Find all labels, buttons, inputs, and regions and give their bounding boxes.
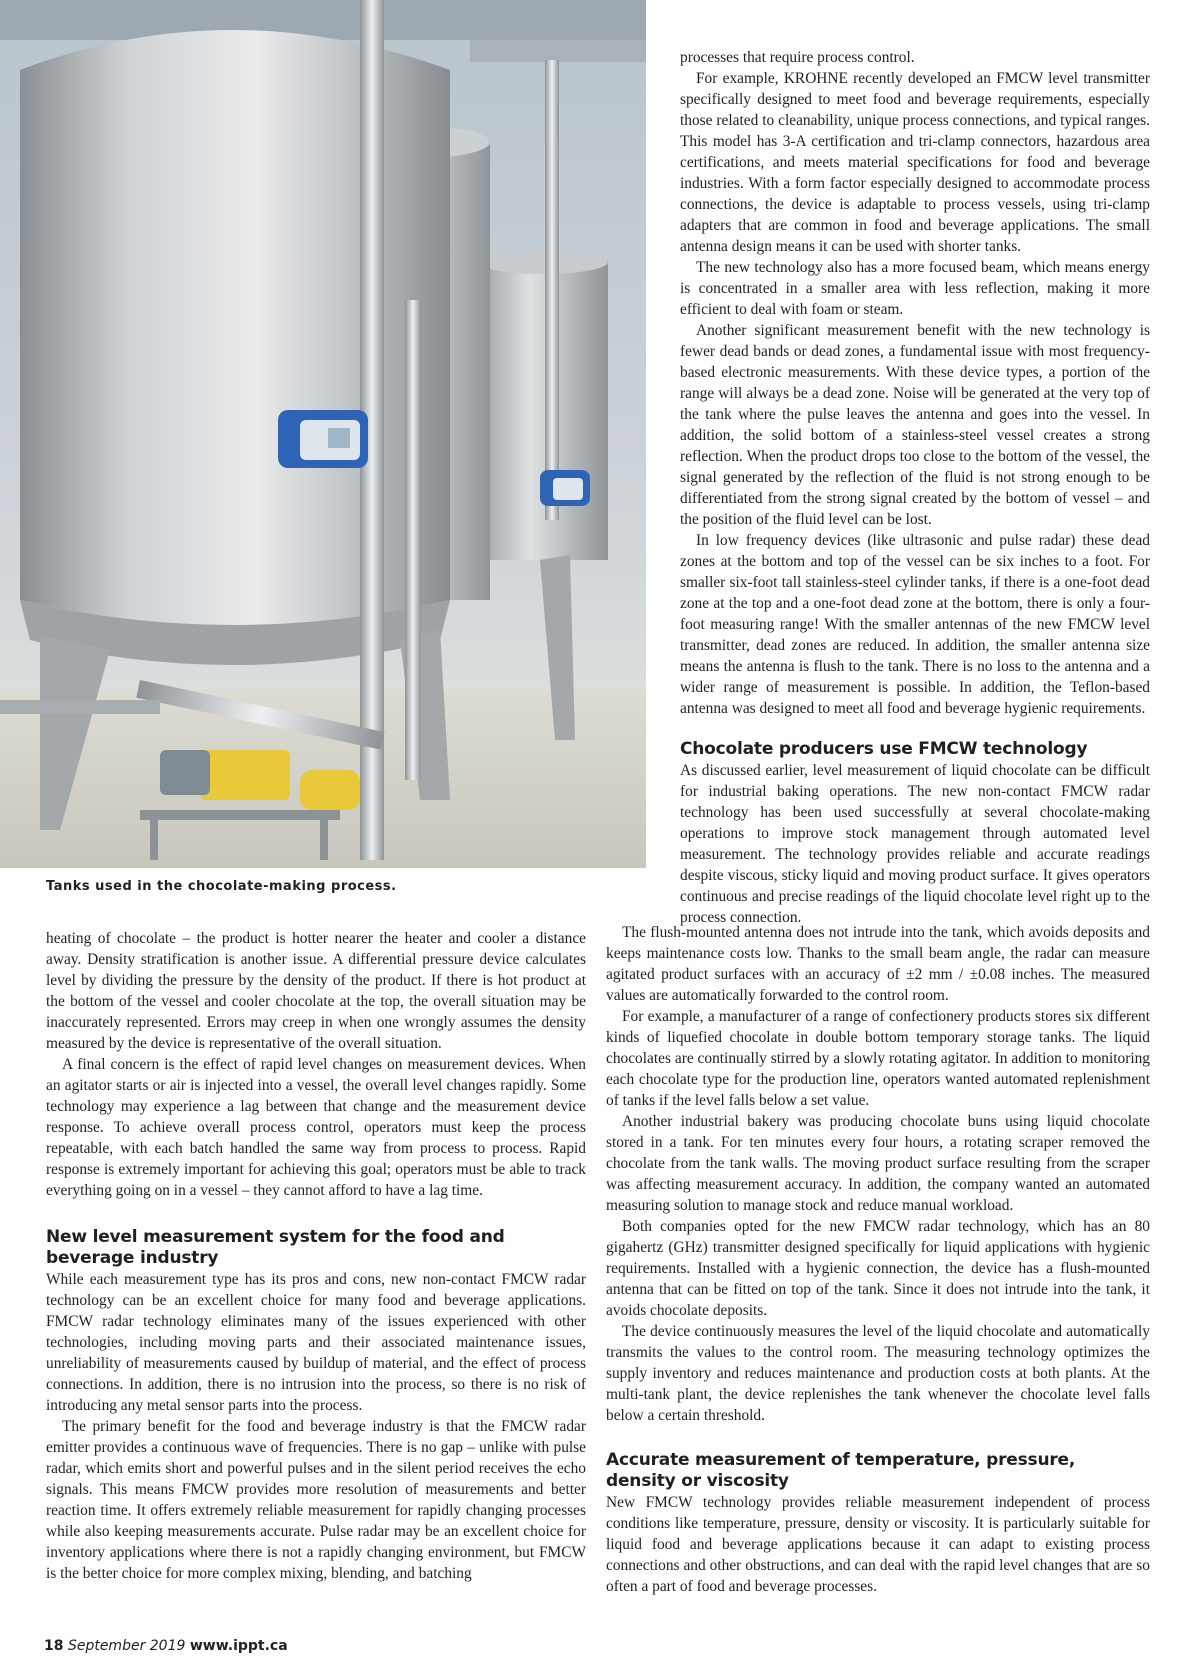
section-heading: Accurate measurement of temperature, pressure, density or viscosity — [606, 1450, 1076, 1491]
paragraph: While each measurement type has its pros and cons, new non-contact FMCW radar technology can be an excellent choice for many food and beverage applications. FMCW radar technology eliminates many of the issues experienced with other technologies, including moving parts and their associated maintenance issues, unreliability of measurements caused by buildup of material, and the effect of process connections. In addition, there is no intrusion into the process, so there is no risk of introducing any metal sensor parts into the process. — [46, 1271, 586, 1414]
paragraph: For example, KROHNE recently developed an FMCW level transmitter specifically designed to meet food and beverage requirements, especially those related to cleanability, unique process connections, and typical ranges. This model has 3-A certification and tri-clamp connectors, hazardous area certifications, and meets material specifications for food and beverage industries. With a form factor especially designed to accommodate process connections, the device is adaptable to process vessels, using tri-clamp adapters that are common in food and beverage applications. The small antenna design means it can be used with shorter tanks. — [680, 70, 1150, 255]
page-number: 18 — [44, 1638, 64, 1654]
photo-caption: Tanks used in the chocolate-making process. — [46, 879, 397, 894]
section-heading: Chocolate producers use FMCW technology — [680, 739, 1088, 759]
page-footer — [44, 1638, 288, 1654]
paragraph: A final concern is the effect of rapid level changes on measurement devices. When an agitator starts or air is injected into a vessel, the overall level changes rapidly. Some technology may experience a lag between that change and the measurement device response. To achieve overall process control, operators must keep the process repeatable, with each batch handled the same way from process to process. Rapid response is extremely important for achieving this goal; operators must be able to track everything going on in a vessel – they cannot afford to have a lag time. — [46, 1056, 586, 1199]
left-column — [46, 928, 586, 1584]
paragraph: Another industrial bakery was producing chocolate buns using liquid chocolate stored in a tank. For ten minutes every four hours, a rotating scraper removed the chocolate from the tank walls. The moving product surface resulting from the scraper was affecting measurement accuracy. In addition, the company wanted an automated measuring solution to manage stock and reduce manual workload. — [606, 1113, 1150, 1214]
paragraph: The primary benefit for the food and beverage industry is that the FMCW radar emitter provides a continuous wave of frequencies. There is no gap – unlike with pulse radar, which emits short and powerful pulses and in the silent period receives the echo signals. This means FMCW provides more resolution of measurements and better reaction time. It offers extremely reliable measurement for rapidly changing processes while also keeping measurements accurate. Pulse radar may be an excellent choice for inventory applications where there is not a rapidly changing environment, but FMCW is the better choice for more complex mixing, blending, and batching — [46, 1418, 586, 1582]
paragraph: The device continuously measures the level of the liquid chocolate and automatically transmits the values to the control room. The measuring technology optimizes the supply inventory and reduces maintenance and production costs at both plants. At the multi-tank plant, the device replenishes the tank whenever the chocolate level falls below a certain threshold. — [606, 1323, 1150, 1424]
paragraph: processes that require process control. — [680, 49, 915, 66]
paragraph: heating of chocolate – the product is hotter nearer the heater and cooler a distance away. Density stratification is another issue. A differential pressure device calculates level by dividing the pressure by the density of the product. If there is hot product at the bottom of the vessel and cooler chocolate at the top, the overall situation may be inaccurately represented. Errors may creep in when one wrongly assumes the density measured by the device is representative of the overall situation. — [46, 930, 586, 1052]
issue-date: September 2019 — [67, 1638, 186, 1654]
right-column-top — [680, 47, 1150, 928]
paragraph: The flush-mounted antenna does not intrude into the tank, which avoids deposits and keeps maintenance costs low. Thanks to the small beam angle, the radar can measure agitated product surfaces with an accuracy of ±2 mm / ±0.08 inches. The measured values are automatically forwarded to the control room. — [606, 924, 1150, 1004]
paragraph: The new technology also has a more focused beam, which means energy is concentrated in a smaller area with less reflection, making it more efficient to deal with foam or steam. — [680, 259, 1150, 318]
paragraph: As discussed earlier, level measurement of liquid chocolate can be difficult for industrial baking operations. The new non-contact FMCW radar technology has been used successfully at several chocolate-making operations to improve stock management through automated level measurement. The technology provides reliable and accurate readings despite viscous, sticky liquid and moving product surface. It gives operators continuous and precise readings of the liquid chocolate level right up to the process connection. — [680, 762, 1150, 926]
section-heading: New level measurement system for the food and beverage industry — [46, 1227, 505, 1268]
paragraph: In low frequency devices (like ultrasonic and pulse radar) these dead zones at the bottom and top of the vessel can be six inches to a foot. For smaller six-foot tall stainless-steel cylinder tanks, if there is a one-foot dead zone at the top and a one-foot dead zone at the bottom, there is only a four-foot measuring range! With the smaller antennas of the new FMCW level transmitter, dead zones are reduced. In addition, the smaller antenna size means the antenna is flush to the tank. There is no loss to the antenna and a wider range of measurement is possible. In addition, the Teflon-based antenna was designed to meet all food and beverage hygienic requirements. — [680, 532, 1150, 717]
website-link[interactable]: www.ippt.ca — [189, 1638, 288, 1654]
right-column-bottom — [606, 922, 1150, 1597]
paragraph: Another significant measurement benefit with the new technology is fewer dead bands or dead zones, a fundamental issue with most frequency-based electronic measurements. With these device types, a portion of the range will always be a dead zone. Noise will be generated at the very top of the tank where the pulse leaves the antenna and goes into the vessel. In addition, the solid bottom of a stainless-steel vessel creates a strong reflection. When the product drops too close to the bottom of the vessel, the signal generated by the reflection of the fluid is not strong enough to be differentiated from the strong signal created by the bottom of vessel – and the position of the fluid level can be lost. — [680, 322, 1150, 528]
paragraph: New FMCW technology provides reliable measurement independent of process conditions like temperature, pressure, density or viscosity. It is particularly suitable for liquid food and beverage applications because it can adapt to existing process connections and other obstructions, and can deal with the rapid level changes that are so often a part of food and beverage processes. — [606, 1494, 1150, 1595]
paragraph: For example, a manufacturer of a range of confectionery products stores six different kinds of liquefied chocolate in double bottom temporary storage tanks. The liquid chocolates are continually stirred by a slowly rotating agitator. In addition to monitoring each chocolate type for the production line, operators wanted automated replenishment of tanks if the level falls below a set value. — [606, 1008, 1150, 1109]
tanks-photo — [0, 0, 646, 868]
paragraph: Both companies opted for the new FMCW radar technology, which has an 80 gigahertz (GHz) transmitter designed specifically for liquid applications with hygienic requirements. Installed with a hygienic connection, the device has a flush-mounted antenna that can be fitted on top of the tank. Since it does not intrude into the tank, it avoids chocolate deposits. — [606, 1218, 1150, 1319]
